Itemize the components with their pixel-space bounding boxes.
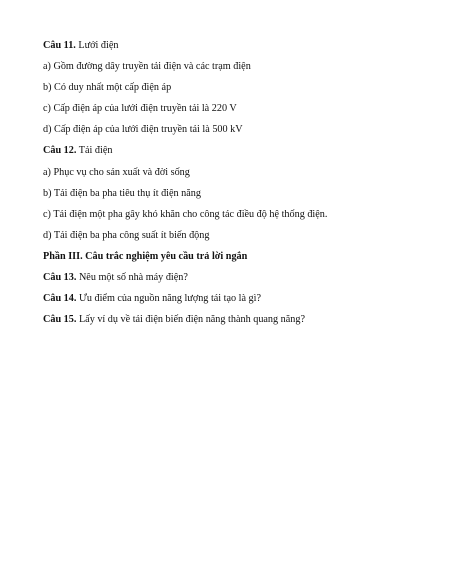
section-heading: Phần III. Câu trắc nghiệm yêu cầu trả lời ngắn [43,250,248,262]
question-text: Lấy ví dụ về tải điện biến điện năng thành quang năng? [76,314,305,326]
option-11c: c) Cấp điện áp của lưới điện truyền tải là 220 V [43,103,237,115]
option-12d: d) Tải điện ba pha công suất ít biến động [43,229,210,241]
question-label: Câu 15. [43,314,77,326]
option-11b: b) Có duy nhất một cấp điện áp [43,82,172,94]
question-13 [43,271,423,285]
option-11a: a) Gồm đường dây truyền tải điện và các trạm điện [43,61,251,73]
question-label: Câu 14. [43,293,77,305]
document-content [43,39,423,334]
option-12c: c) Tải điện một pha gây khó khăn cho công tác điều độ hệ thống điện. [43,208,328,220]
question-label: Câu 13. [43,272,77,284]
question-text: Ưu điểm của nguồn năng lượng tái tạo là gì? [76,293,262,305]
option-11d: d) Cấp điện áp của lưới điện truyền tải là 500 kV [43,124,243,136]
question-label: Câu 11. [43,40,76,51]
question-11 [43,39,423,53]
option-12b: b) Tải điện ba pha tiêu thụ ít điện năng [43,187,201,199]
question-15 [43,313,423,327]
question-text: Nêu một số nhà máy điện? [76,272,188,284]
question-label: Câu 12. [43,145,77,157]
question-12 [43,144,423,158]
option-12a: a) Phục vụ cho sản xuất và đời sống [43,166,190,178]
question-text: Tải điện [76,145,113,157]
question-text: Lưới điện [75,40,119,51]
question-14 [43,292,423,306]
